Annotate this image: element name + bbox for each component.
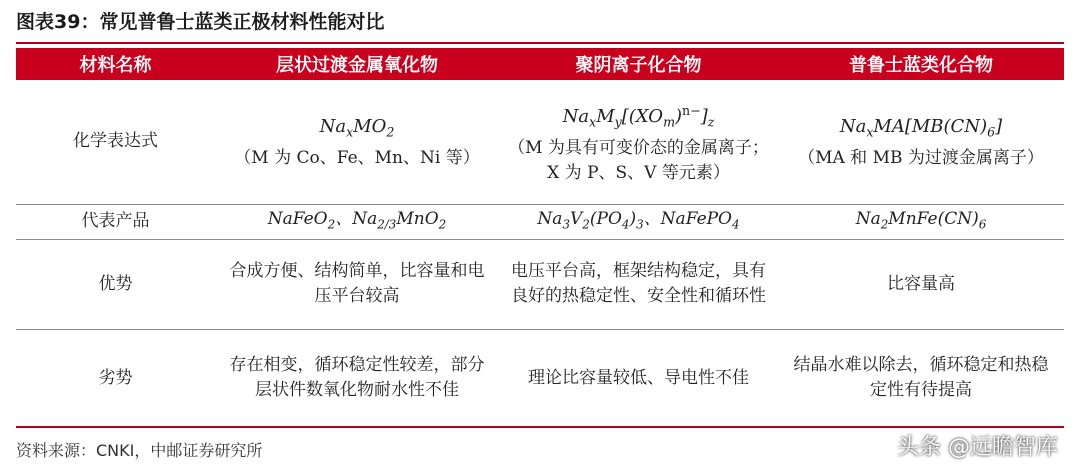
row-label-formula: 化学表达式 [16, 80, 215, 204]
cell-prussian-advantages: 比容量高 [778, 239, 1064, 329]
comparison-table [16, 48, 1064, 428]
row-advantages [16, 239, 1064, 329]
cell-layered-advantages: 合成方便、结构简单，比容量和电压平台较高 [215, 239, 499, 329]
polyanion-formula: $Na_xM_y[(XO_m)^{n-}]_z$ [562, 103, 715, 131]
header-polyanion: 聚阴离子化合物 [499, 48, 778, 80]
row-products [16, 204, 1064, 239]
cell-layered-products: NaFeO$_2$、$Na_{2/3}MnO_2$ [215, 204, 499, 239]
cell-polyanion-advantages: 电压平台高，框架结构稳定，具有良好的热稳定性、安全性和循环性 [499, 239, 778, 329]
header-material-name: 材料名称 [16, 48, 215, 80]
cell-polyanion-disadvantages: 理论比容量较低、导电性不佳 [499, 329, 778, 427]
cell-polyanion-formula [499, 80, 778, 204]
row-formula [16, 80, 1064, 204]
layered-formula: $Na_xMO_2$ [319, 115, 395, 140]
figure-title: 图表39：常见普鲁士蓝类正极材料性能对比 [16, 11, 385, 33]
cell-layered-disadvantages: 存在相变，循环稳定性较差，部分层状件数氧化物耐水性不佳 [215, 329, 499, 427]
row-label-advantages: 优势 [16, 239, 215, 329]
cell-layered-formula [215, 80, 499, 204]
polyanion-formula-note: （M 为具有可变价态的金属离子；X 为 P、S、V 等元素） [508, 138, 769, 184]
header-layered-oxide: 层状过渡金属氧化物 [215, 48, 499, 80]
row-label-products: 代表产品 [16, 204, 215, 239]
row-disadvantages [16, 329, 1064, 427]
header-prussian-blue: 普鲁士蓝类化合物 [778, 48, 1064, 80]
title-rule [16, 42, 1064, 44]
prussian-formula-note: （MA 和 MB 为过渡金属离子） [798, 147, 1044, 168]
watermark: 头条 @远瞻智库 [897, 435, 1058, 460]
header-row [16, 48, 1064, 80]
row-label-disadvantages: 劣势 [16, 329, 215, 427]
source-note: 资料来源：CNKI，中邮证券研究所 [16, 441, 263, 460]
layered-formula-note: （M 为 Co、Fe、Mn、Ni 等） [234, 147, 480, 168]
cell-prussian-disadvantages: 结晶水难以除去，循环稳定和热稳定性有待提高 [778, 329, 1064, 427]
prussian-formula: $Na_xMA[MB(CN)_6]$ [839, 115, 1003, 140]
cell-prussian-products: $Na_2MnFe(CN)_6$ [778, 204, 1064, 239]
cell-prussian-formula [778, 80, 1064, 204]
cell-polyanion-products: $Na_3V_2(PO_4)_3$、NaFePO$_4$ [499, 204, 778, 239]
